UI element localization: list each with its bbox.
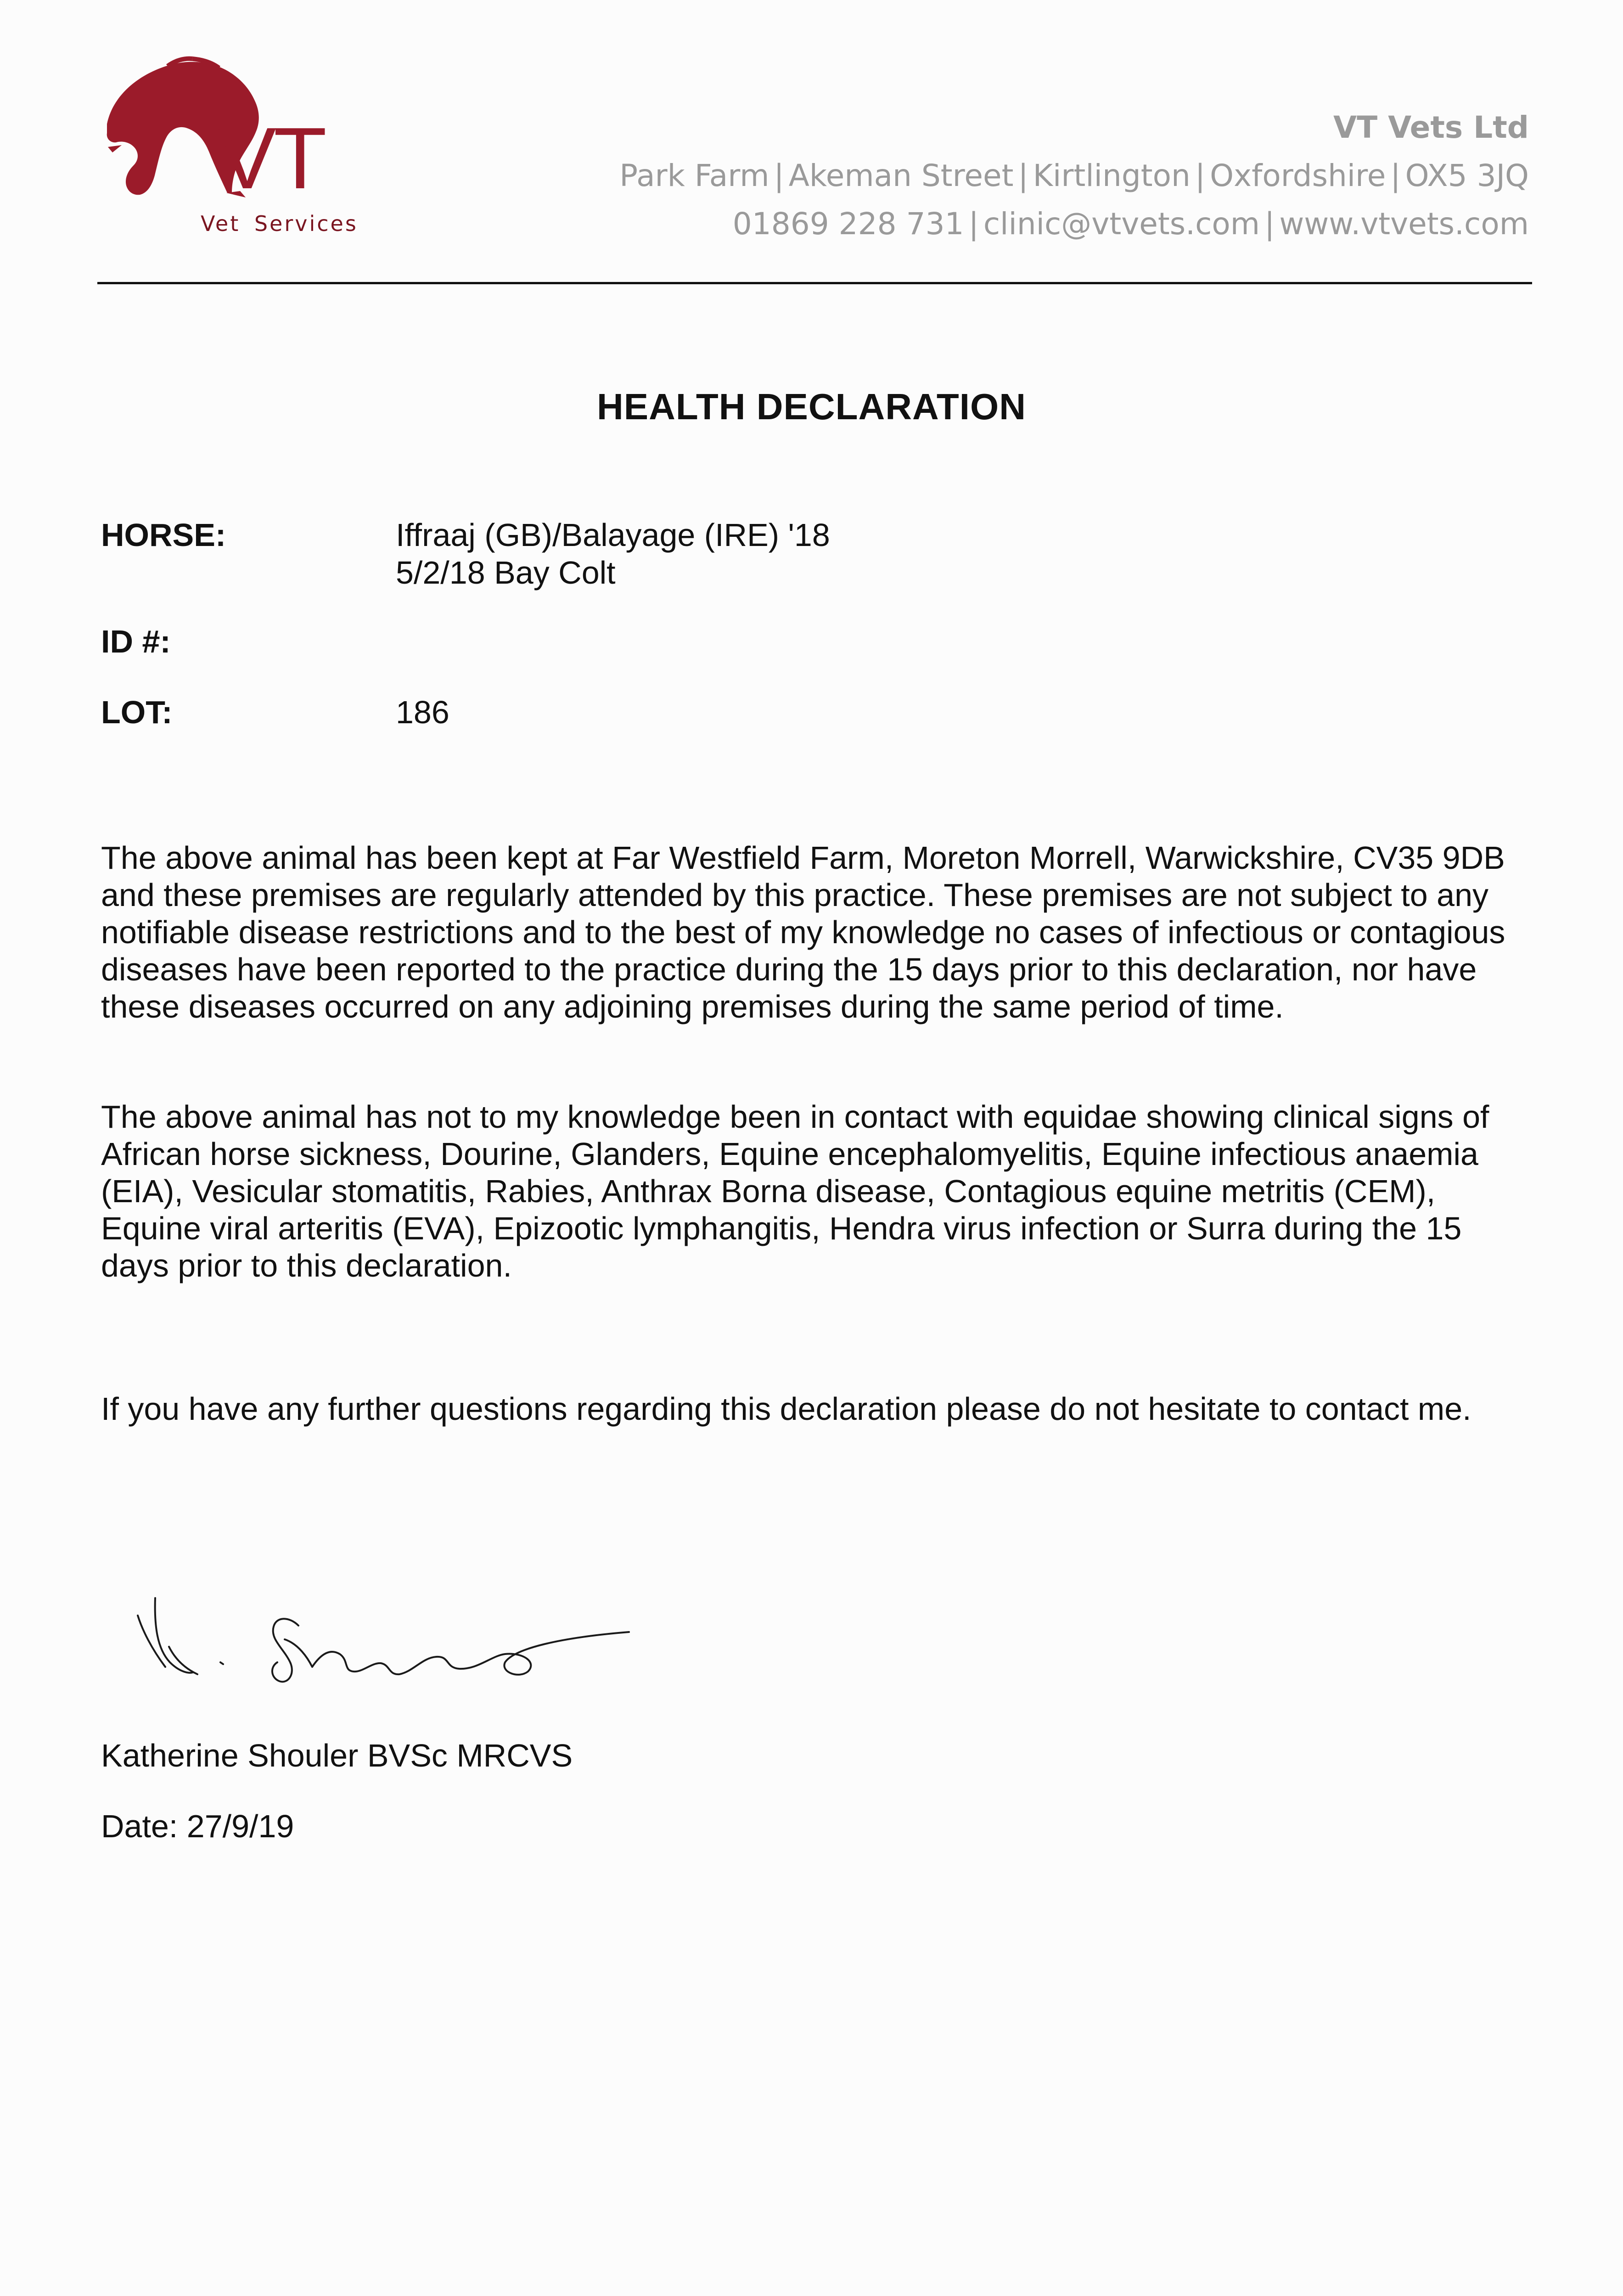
company-details (619, 103, 1529, 248)
address-part: Akeman Street (788, 158, 1014, 193)
address-part: Oxfordshire (1210, 158, 1386, 193)
lot-label: LOT: (101, 694, 173, 730)
premises-paragraph: The above animal has been kept at Far Westfield Farm, Moreton Morrell, Warwickshire, CV35 9DB and these premises are regularly attended by this practice. These premises are not subject to any notifiable disease restrictions and to the best of my knowledge no cases of infectious or contagious diseases have been reported to the practice during the 15 days prior to this declaration, nor have these diseases occurred on any adjoining premises during the same period of time. (101, 840, 1505, 1024)
phone-number: 01869 228 731 (732, 206, 964, 242)
address-part: Kirtlington (1033, 158, 1191, 193)
document-title: HEALTH DECLARATION (597, 386, 1026, 427)
lot-value: 186 (396, 694, 449, 730)
horse-field (101, 516, 1524, 594)
id-label: ID #: (101, 624, 171, 659)
company-name: VT Vets Ltd (1333, 110, 1529, 145)
email-link[interactable]: clinic@vtvets.com (983, 206, 1260, 242)
horse-label: HORSE: (101, 517, 226, 553)
date-label: Date: (101, 1808, 178, 1844)
horse-breeding: Iffraaj (GB)/Balayage (IRE) '18 (396, 517, 830, 553)
separator: | (1195, 158, 1206, 193)
company-address (619, 152, 1529, 200)
horse-dob-description: 5/2/18 Bay Colt (396, 555, 616, 591)
signer-name: Katherine Shouler BVSc MRCVS (101, 1738, 573, 1773)
diseases-paragraph: The above animal has not to my knowledge been in contact with equidae showing clinical signs of African horse sickness, Dourine, Glanders, Equine encephalomyelitis, Equine infectious anaemia (EIA), Vesicular stomatitis, Rabies, Anthrax Borna disease, Contagious equine metritis (CEM), Equine viral arteritis (EVA), Epizootic lymphangitis, Hendra virus infection or Surra during the 15 days prior to this declaration. (101, 1099, 1489, 1283)
date-value: 27/9/19 (186, 1808, 294, 1844)
id-field (101, 623, 1524, 660)
company-contact (619, 200, 1529, 248)
vt-vets-logo (94, 55, 360, 243)
separator: | (1018, 158, 1028, 193)
lot-field (101, 693, 1524, 731)
closing-paragraph: If you have any further questions regarding this declaration please do not hesitate to contact me. (101, 1391, 1471, 1427)
header-divider (97, 282, 1532, 284)
separator: | (1264, 206, 1275, 242)
separator: | (968, 206, 979, 242)
separator: | (1390, 158, 1401, 193)
logo-vt-text: VT (218, 110, 324, 207)
separator: | (774, 158, 784, 193)
signature-date (101, 1807, 294, 1845)
address-part: OX5 3JQ (1405, 158, 1529, 193)
address-part: Park Farm (619, 158, 769, 193)
horse-value (396, 516, 830, 591)
handwritten-signature (124, 1548, 680, 1694)
logo-subtext: Vet Services (201, 211, 358, 236)
website-link[interactable]: www.vtvets.com (1279, 206, 1529, 242)
